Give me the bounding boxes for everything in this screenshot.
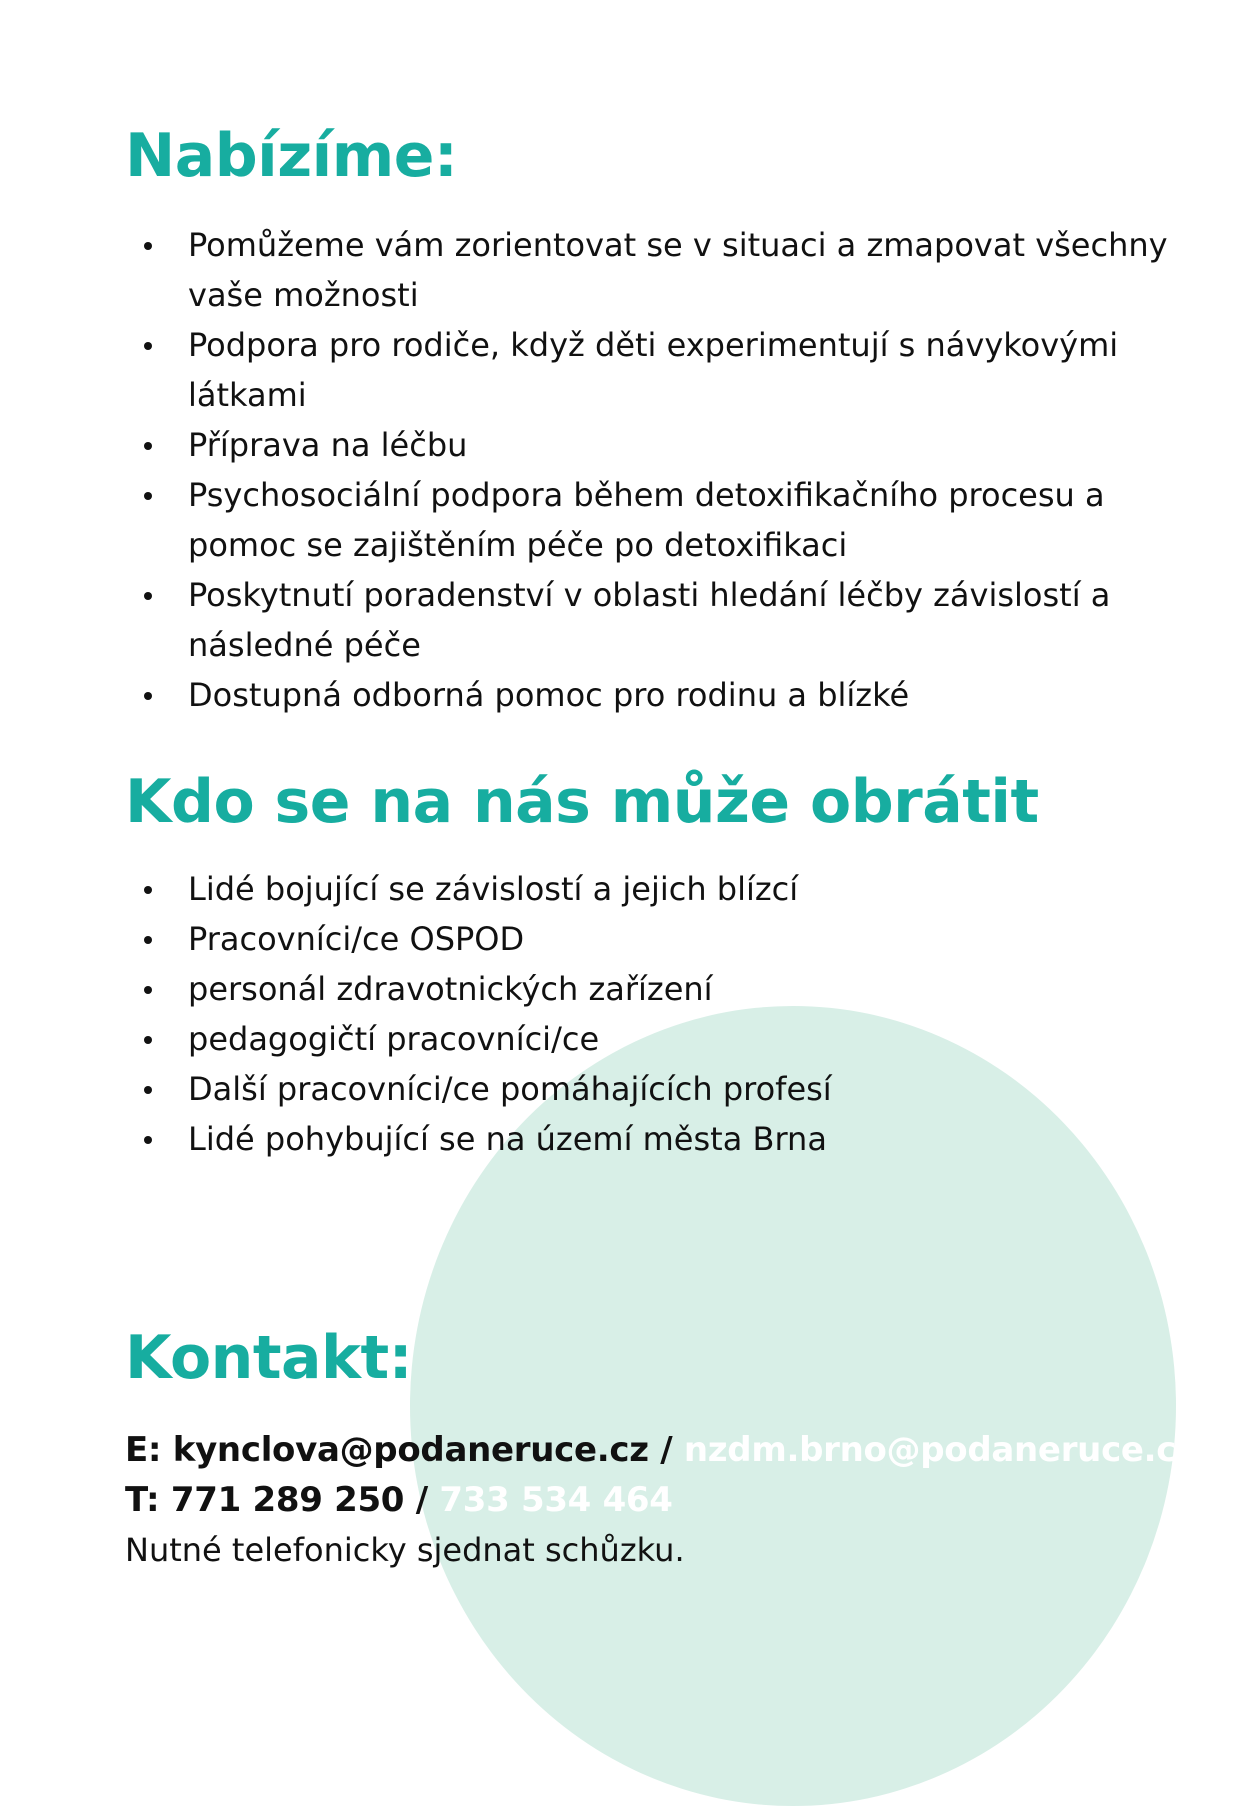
offer-item-text: Psychosociální podpora během detoxifikačního procesu a pomoc se zajištěním péče po detoxifikaci bbox=[188, 476, 1105, 564]
offer-heading: Nabízíme: bbox=[125, 121, 458, 191]
bullet-icon bbox=[144, 886, 152, 894]
bullet-icon bbox=[144, 442, 152, 450]
offer-item-text: Podpora pro rodiče, když děti experimentují s návykovými látkami bbox=[188, 326, 1119, 414]
bullet-icon bbox=[144, 1136, 152, 1144]
audience-item bbox=[125, 964, 1205, 1014]
bullet-icon bbox=[144, 692, 152, 700]
bullet-icon bbox=[144, 986, 152, 994]
bullet-icon bbox=[144, 342, 152, 350]
contact-block bbox=[125, 1425, 1196, 1575]
offer-item bbox=[125, 420, 1205, 470]
phone-line bbox=[125, 1475, 1196, 1525]
offer-list bbox=[125, 220, 1205, 720]
offer-item bbox=[125, 570, 1205, 670]
phone-secondary: 733 534 464 bbox=[439, 1480, 673, 1520]
audience-item-text: Lidé pohybující se na území města Brna bbox=[188, 1120, 827, 1158]
offer-item-text: Poskytnutí poradenství v oblasti hledání léčby závislostí a následné péče bbox=[188, 576, 1111, 664]
audience-heading: Kdo se na nás může obrátit bbox=[125, 767, 1039, 837]
offer-item bbox=[125, 470, 1205, 570]
offer-item-text: Příprava na léčbu bbox=[188, 426, 468, 464]
bullet-icon bbox=[144, 936, 152, 944]
bullet-icon bbox=[144, 242, 152, 250]
audience-item-text: Pracovníci/ce OSPOD bbox=[188, 920, 525, 958]
offer-item-text: Dostupná odborná pomoc pro rodinu a blízké bbox=[188, 676, 910, 714]
bullet-icon bbox=[144, 1036, 152, 1044]
offer-item bbox=[125, 220, 1205, 320]
bullet-icon bbox=[144, 492, 152, 500]
bullet-icon bbox=[144, 1086, 152, 1094]
audience-list bbox=[125, 864, 1205, 1164]
email-primary: E: kynclova@podaneruce.cz / bbox=[125, 1430, 684, 1470]
phone-primary: T: 771 289 250 / bbox=[125, 1480, 440, 1520]
audience-item bbox=[125, 864, 1205, 914]
offer-item bbox=[125, 670, 1205, 720]
offer-item bbox=[125, 320, 1205, 420]
audience-item bbox=[125, 1014, 1205, 1064]
email-line bbox=[125, 1425, 1196, 1475]
audience-item bbox=[125, 914, 1205, 964]
appointment-note: Nutné telefonicky sjednat schůzku. bbox=[125, 1531, 685, 1569]
audience-item-text: Lidé bojující se závislostí a jejich blízcí bbox=[188, 870, 799, 908]
audience-item bbox=[125, 1064, 1205, 1114]
audience-item-text: Další pracovníci/ce pomáhajících profesí bbox=[188, 1070, 832, 1108]
offer-item-text: Pomůžeme vám zorientovat se v situaci a zmapovat všechny vaše možnosti bbox=[188, 226, 1168, 314]
contact-heading: Kontakt: bbox=[125, 1323, 413, 1393]
bullet-icon bbox=[144, 592, 152, 600]
audience-item-text: personál zdravotnických zařízení bbox=[188, 970, 713, 1008]
email-secondary: nzdm.brno@podaneruce.cz bbox=[683, 1430, 1196, 1470]
audience-item-text: pedagogičtí pracovníci/ce bbox=[188, 1020, 600, 1058]
audience-item bbox=[125, 1114, 1205, 1164]
